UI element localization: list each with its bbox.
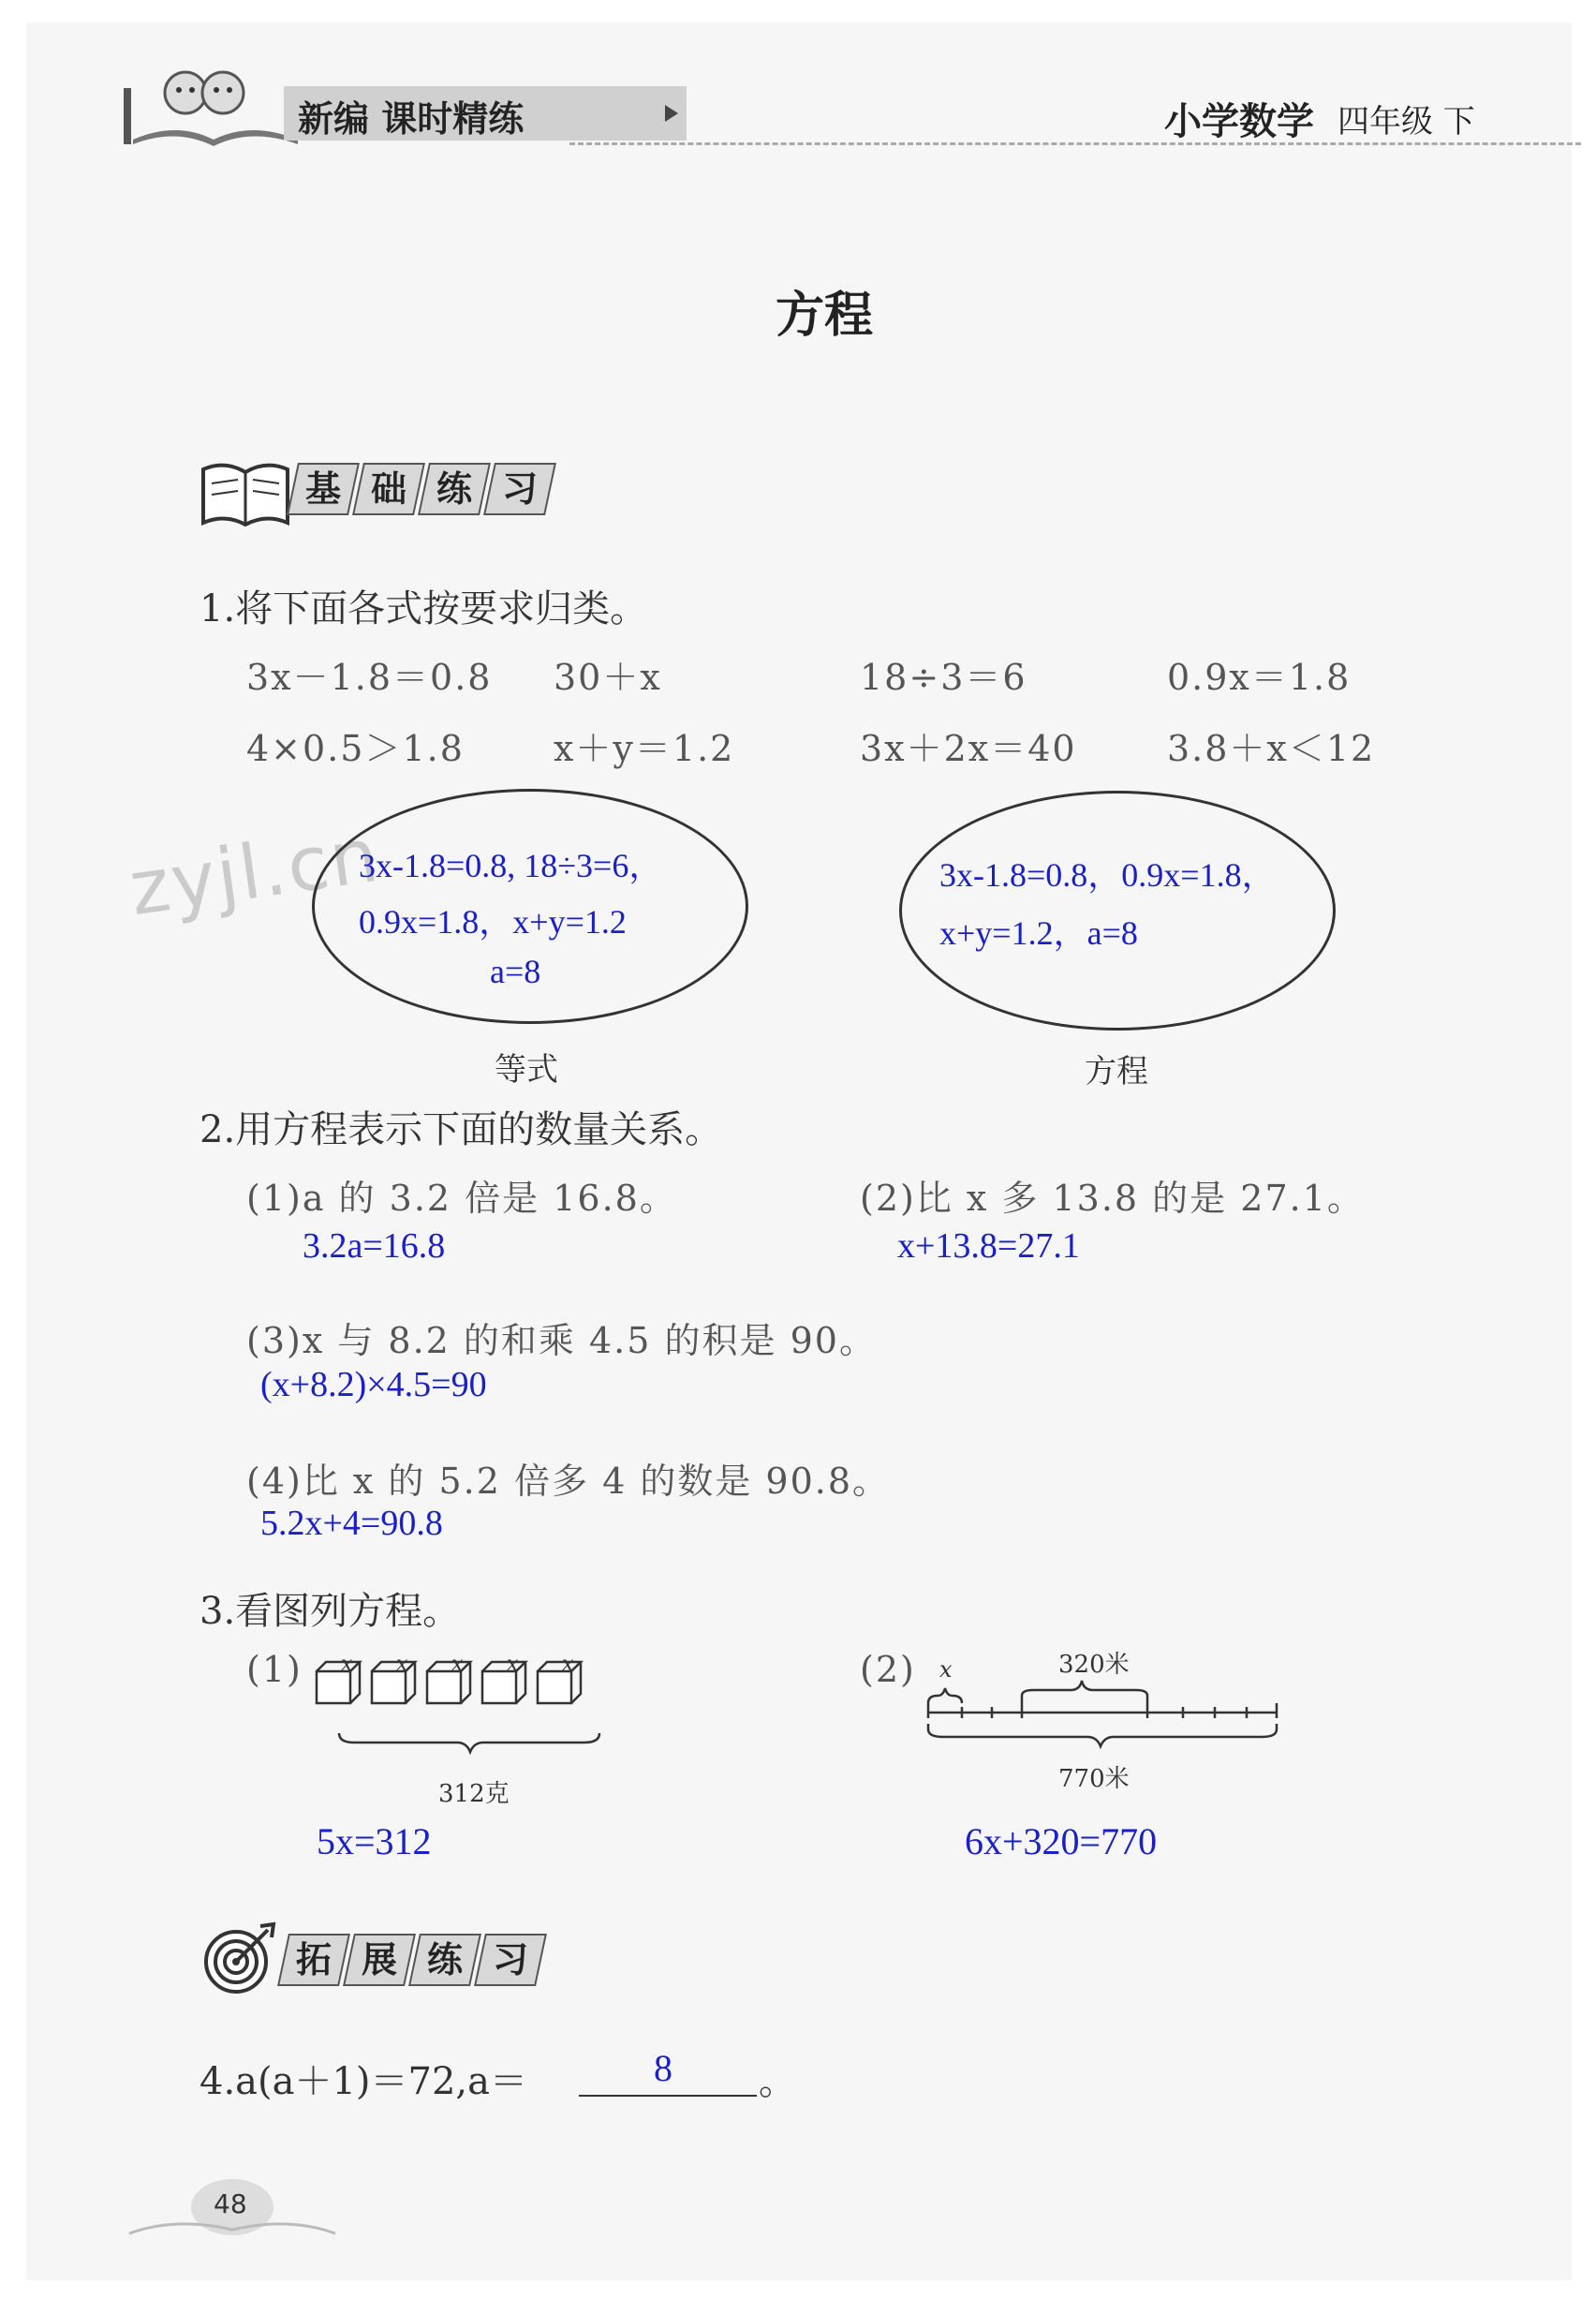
q1-expr: 0.9x＝1.8: [1167, 657, 1352, 698]
section-basic-title: [292, 463, 554, 515]
q4-text-end: 。: [759, 2060, 796, 2103]
q1-left-answer: a=8: [490, 953, 541, 990]
q3-p2-label: (2): [860, 1649, 916, 1690]
q2-item-text: (3)x 与 8.2 的和乘 4.5 的积是 90。: [246, 1320, 877, 1361]
section-extend-char: 练: [408, 1934, 481, 1986]
q3-prompt: 3.看图列方程。: [200, 1590, 461, 1633]
q2-item-text: (4)比 x 的 5.2 倍多 4 的数是 90.8。: [246, 1461, 891, 1502]
watermark: zyjl.cn: [124, 810, 386, 933]
q1-expr: 4×0.5＞1.8: [246, 728, 465, 769]
q1-left-label: 等式: [495, 1051, 558, 1089]
cube-icon: [317, 1662, 360, 1703]
section-basic-char: 习: [483, 463, 556, 515]
q3-p2-figure: [921, 1671, 1295, 1765]
cube-icon: [482, 1662, 525, 1703]
q1-left-answer: 0.9x=1.8，x+y=1.2: [359, 903, 627, 941]
q3-p1-answer: 5x=312: [317, 1820, 432, 1862]
q1-expr: 3x－1.8＝0.8: [246, 657, 493, 698]
q1-right-answer: 3x-1.8=0.8，0.9x=1.8，: [939, 856, 1276, 894]
q1-prompt: 1.将下面各式按要求归类。: [200, 587, 648, 630]
q2-item-answer: 3.2a=16.8: [303, 1226, 446, 1266]
header-subject: 小学数学: [1164, 100, 1314, 143]
q2-item-answer: x+13.8=27.1: [897, 1226, 1080, 1266]
header: [120, 41, 1581, 154]
header-divider: [569, 142, 1581, 145]
q3-p2-total: 770米: [1058, 1765, 1130, 1793]
q1-expr: 30＋x: [554, 657, 662, 698]
book-icon: [199, 455, 292, 530]
cube-icon: [372, 1662, 415, 1703]
q3-p1-total: 312克: [438, 1780, 510, 1808]
cube-var-label: x: [562, 1653, 574, 1676]
cube-icon: [538, 1662, 581, 1703]
target-icon: [199, 1921, 277, 1999]
q3-p1-label: (1): [246, 1649, 303, 1690]
q1-expr: 18÷3＝6: [860, 657, 1027, 698]
q1-right-answer: x+y=1.2，a=8: [939, 914, 1138, 952]
q1-expr: 3.8＋x＜12: [1167, 728, 1376, 769]
section-extend-char: 习: [474, 1934, 547, 1986]
q2-item-answer: 5.2x+4=90.8: [260, 1504, 443, 1543]
cube-icon: [427, 1662, 470, 1703]
q4-answer: 8: [654, 2047, 672, 2089]
q2-item-text: (2)比 x 多 13.8 的是 27.1。: [860, 1178, 1365, 1219]
q1-expr: x＋y＝1.2: [554, 728, 735, 769]
header-logo-icon: [120, 51, 307, 154]
q3-p2-var: x: [939, 1656, 953, 1683]
q1-expr: 3x＋2x＝40: [860, 728, 1077, 769]
q1-left-answer: 3x-1.8=0.8, 18÷3=6，: [359, 847, 663, 884]
section-basic-char: 础: [352, 463, 425, 515]
q2-item-text: (1)a 的 3.2 倍是 16.8。: [246, 1178, 677, 1219]
cube-var-label: x: [451, 1653, 464, 1676]
arrow-icon: [663, 103, 680, 124]
section-extend-title: [283, 1934, 545, 1986]
q4-answer-line: [579, 2095, 757, 2097]
q3-p2-top-label: 320米: [1058, 1651, 1130, 1679]
q4-text: 4.a(a＋1)＝72,a＝: [200, 2060, 527, 2103]
page-number: 48: [214, 2188, 247, 2219]
cube-var-label: x: [396, 1653, 408, 1676]
section-extend-char: 展: [343, 1934, 416, 1986]
q2-prompt: 2.用方程表示下面的数量关系。: [200, 1108, 723, 1151]
q1-right-label: 方程: [1085, 1053, 1148, 1090]
section-extend-char: 拓: [277, 1934, 350, 1986]
page: [26, 22, 1572, 2280]
section-basic-char: 基: [287, 463, 360, 515]
header-series: 新编 课时精练: [298, 98, 525, 140]
cube-var-label: x: [341, 1653, 353, 1676]
q2-item-answer: (x+8.2)×4.5=90: [260, 1365, 487, 1404]
cube-var-label: x: [507, 1653, 519, 1676]
page-title: 方程: [776, 288, 874, 344]
q3-p2-answer: 6x+320=770: [965, 1820, 1158, 1862]
header-grade: 四年级 下: [1337, 103, 1475, 141]
section-basic-char: 练: [418, 463, 491, 515]
